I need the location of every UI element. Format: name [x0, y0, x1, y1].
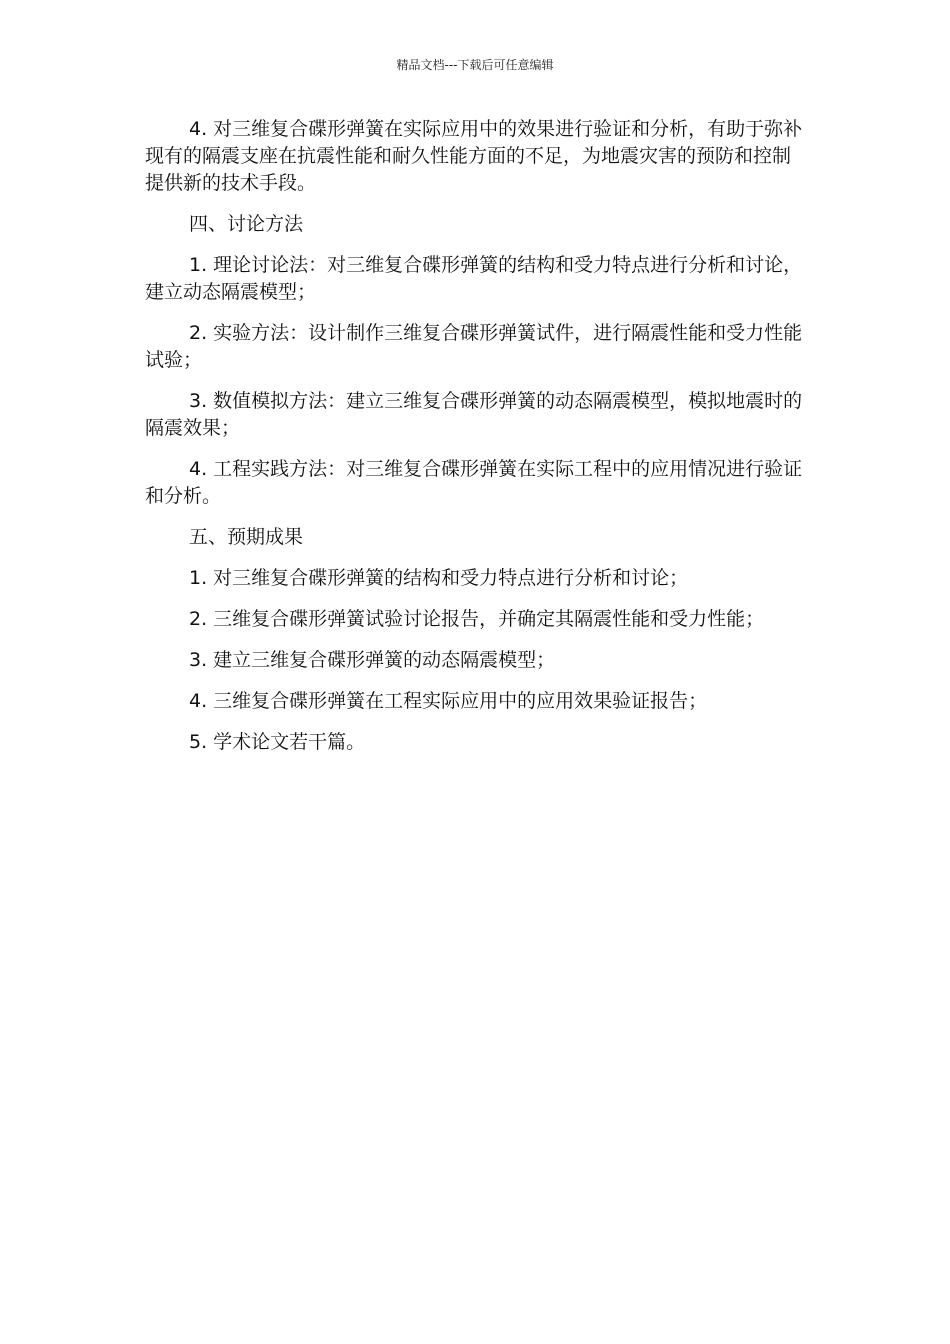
paragraph-objective-4: 4. 对三维复合碟形弹簧在实际应用中的效果进行验证和分析，有助于弥补现有的隔震支座在抗震性能和耐久性能方面的不足，为地震灾害的预防和控制提供新的技术手段。 [145, 118, 803, 194]
result-item-2: 2. 三维复合碟形弹簧试验讨论报告，并确定其隔震性能和受力性能； [189, 608, 765, 630]
result-item-5: 5. 学术论文若干篇。 [189, 731, 366, 753]
result-item-3: 3. 建立三维复合碟形弹簧的动态隔震模型； [189, 649, 556, 671]
document-body [145, 116, 805, 770]
method-item-1: 1. 理论讨论法：对三维复合碟形弹簧的结构和受力特点进行分析和讨论，建立动态隔震模型； [145, 254, 803, 303]
result-item-1: 1. 对三维复合碟形弹簧的结构和受力特点进行分析和讨论； [189, 567, 689, 589]
method-item-3: 3. 数值模拟方法：建立三维复合碟形弹簧的动态隔震模型，模拟地震时的隔震效果； [145, 390, 803, 439]
section-heading-methods: 四、讨论方法 [189, 213, 304, 235]
method-item-2: 2. 实验方法：设计制作三维复合碟形弹簧试件，进行隔震性能和受力性能试验； [145, 322, 803, 371]
method-item-4: 4. 工程实践方法：对三维复合碟形弹簧在实际工程中的应用情况进行验证和分析。 [145, 458, 803, 507]
section-heading-expected-results: 五、预期成果 [189, 526, 304, 548]
page-header-watermark: 精品文档---下载后可任意编辑 [396, 58, 554, 72]
result-item-4: 4. 三维复合碟形弹簧在工程实际应用中的应用效果验证报告； [189, 690, 708, 712]
